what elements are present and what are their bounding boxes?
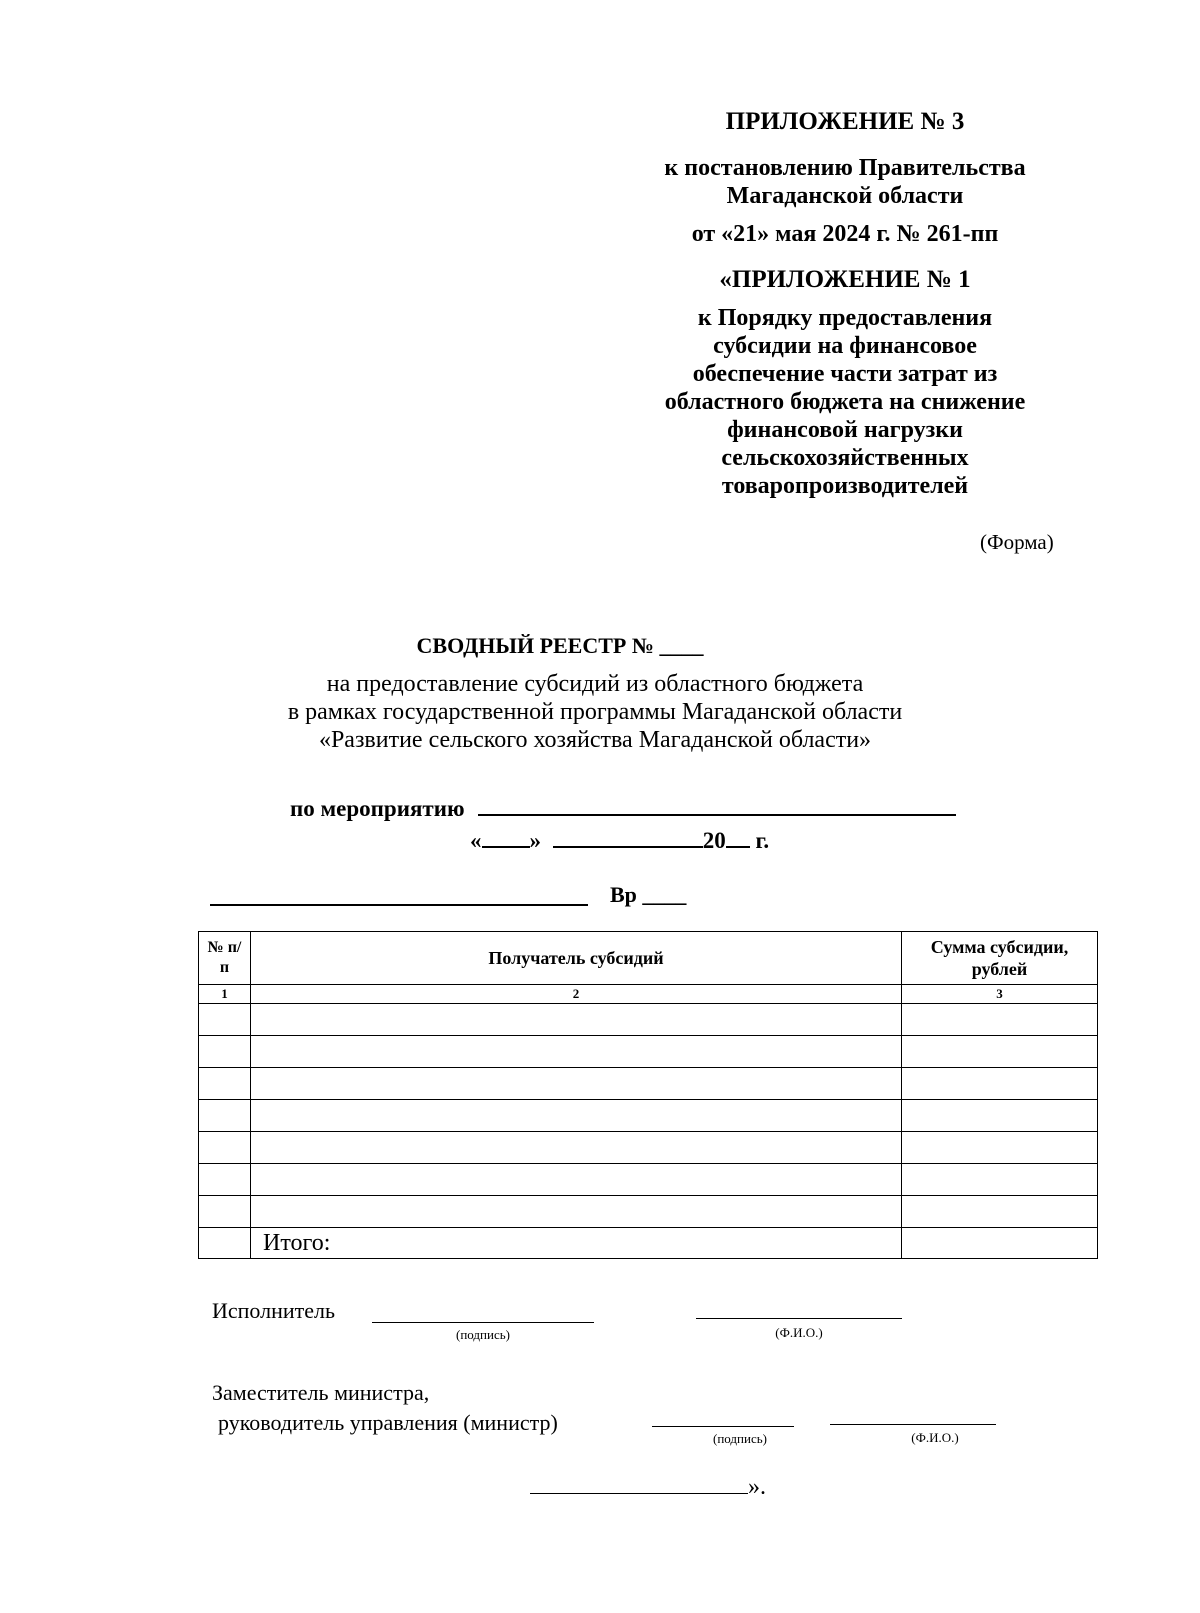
- executor-label: Исполнитель: [212, 1298, 336, 1323]
- appendix-title: ПРИЛОЖЕНИЕ № 3: [725, 108, 965, 135]
- table-cell[interactable]: [902, 1068, 1098, 1100]
- header-number: [199, 932, 251, 985]
- table-row: [199, 1196, 1098, 1228]
- year-suffix: г.: [755, 828, 770, 853]
- closing-blank[interactable]: [530, 1493, 748, 1494]
- total-number-cell: [199, 1228, 251, 1259]
- subtitle-line-3: «Развитие сельского хозяйства Магаданской области»: [318, 727, 872, 753]
- closing-line: [530, 1474, 766, 1501]
- table-cell[interactable]: [199, 1004, 251, 1036]
- order-line-7: товаропроизводителей: [721, 473, 969, 499]
- resolution-line-1: к постановлению Правительства: [664, 155, 1026, 181]
- vr-label: Вр ____: [610, 882, 687, 907]
- table-row: [199, 1164, 1098, 1196]
- table-header-row: [199, 932, 1098, 985]
- total-row: [199, 1228, 1098, 1259]
- registry-table: [198, 931, 1098, 1259]
- executor-signature-caption: (подпись): [456, 1327, 510, 1342]
- table-cell[interactable]: [902, 1100, 1098, 1132]
- table-cell[interactable]: [902, 1132, 1098, 1164]
- event-label: по мероприятию: [290, 796, 465, 821]
- department-blank[interactable]: [210, 904, 588, 906]
- resolution-date-number: от «21» мая 2024 г. № 261-пп: [691, 221, 999, 247]
- subtitle-line-2: в рамках государственной программы Магаданской области: [287, 699, 903, 725]
- table-cell[interactable]: [902, 1036, 1098, 1068]
- table-cell[interactable]: [199, 1132, 251, 1164]
- order-line-3: обеспечение части затрат из: [692, 361, 998, 387]
- inner-appendix-title: «ПРИЛОЖЕНИЕ № 1: [719, 266, 971, 293]
- header-amount: Сумма субсидии, рублей: [902, 932, 1098, 985]
- event-blank[interactable]: [478, 814, 956, 816]
- subtitle-line-1: на предоставление субсидий из областного бюджета: [326, 671, 864, 697]
- table-cell[interactable]: [902, 1004, 1098, 1036]
- deputy-line-2: руководитель управления (министр): [218, 1410, 558, 1435]
- date-open-quote: «: [470, 828, 482, 853]
- column-number-row: [199, 985, 1098, 1004]
- table-cell[interactable]: [902, 1164, 1098, 1196]
- day-blank[interactable]: [482, 846, 530, 848]
- order-line-5: финансовой нагрузки: [727, 417, 963, 443]
- appendix-block: [630, 108, 1060, 500]
- column-number-3: 3: [902, 985, 1098, 1004]
- header-recipient: Получатель субсидий: [251, 932, 902, 985]
- executor-name-line[interactable]: [696, 1318, 902, 1319]
- order-line-2: субсидии на финансовое: [713, 333, 977, 359]
- table-cell[interactable]: [251, 1164, 902, 1196]
- table-cell[interactable]: [251, 1036, 902, 1068]
- deputy-label: [212, 1378, 558, 1438]
- deputy-name-caption: (Ф.И.О.): [911, 1430, 959, 1445]
- table-cell[interactable]: [251, 1068, 902, 1100]
- deputy-name-line[interactable]: [830, 1424, 996, 1425]
- table-cell[interactable]: [251, 1004, 902, 1036]
- header-number-label: № п/п: [207, 939, 242, 976]
- closing-quote: ».: [748, 1474, 766, 1500]
- table-cell[interactable]: [251, 1132, 902, 1164]
- deputy-signature-line[interactable]: [652, 1426, 794, 1427]
- table-cell[interactable]: [199, 1164, 251, 1196]
- month-blank[interactable]: [553, 846, 703, 848]
- table-cell[interactable]: [199, 1068, 251, 1100]
- order-line-6: сельскохозяйственных: [721, 445, 969, 471]
- table-cell[interactable]: [251, 1196, 902, 1228]
- order-line-4: областного бюджета на снижение: [664, 389, 1026, 415]
- table-cell[interactable]: [902, 1196, 1098, 1228]
- table-cell[interactable]: [199, 1196, 251, 1228]
- deputy-line-1: Заместитель министра,: [212, 1380, 430, 1405]
- registry-title: СВОДНЫЙ РЕЕСТР № ____: [416, 633, 704, 658]
- year-blank[interactable]: [726, 846, 750, 848]
- date-close-quote: »: [529, 828, 541, 853]
- table-cell[interactable]: [199, 1100, 251, 1132]
- table-cell[interactable]: [251, 1100, 902, 1132]
- column-number-2: 2: [251, 985, 902, 1004]
- executor-signature-line[interactable]: [372, 1322, 594, 1323]
- deputy-signature-caption: (подпись): [713, 1431, 767, 1446]
- form-label: (Форма): [980, 530, 1054, 554]
- total-amount-cell[interactable]: [902, 1228, 1098, 1259]
- event-line: [290, 796, 956, 822]
- year-prefix: 20: [702, 828, 726, 853]
- column-number-1: 1: [199, 985, 251, 1004]
- resolution-line-2: Магаданской области: [726, 183, 964, 209]
- table-row: [199, 1132, 1098, 1164]
- table-row: [199, 1036, 1098, 1068]
- total-label: Итого:: [251, 1228, 902, 1259]
- executor-name-caption: (Ф.И.О.): [775, 1325, 823, 1340]
- table-row: [199, 1100, 1098, 1132]
- registry-subtitle: [150, 670, 1040, 754]
- table-row: [199, 1004, 1098, 1036]
- order-line-1: к Порядку предоставления: [697, 305, 993, 331]
- date-line: [470, 828, 769, 854]
- table-row: [199, 1068, 1098, 1100]
- table-cell[interactable]: [199, 1036, 251, 1068]
